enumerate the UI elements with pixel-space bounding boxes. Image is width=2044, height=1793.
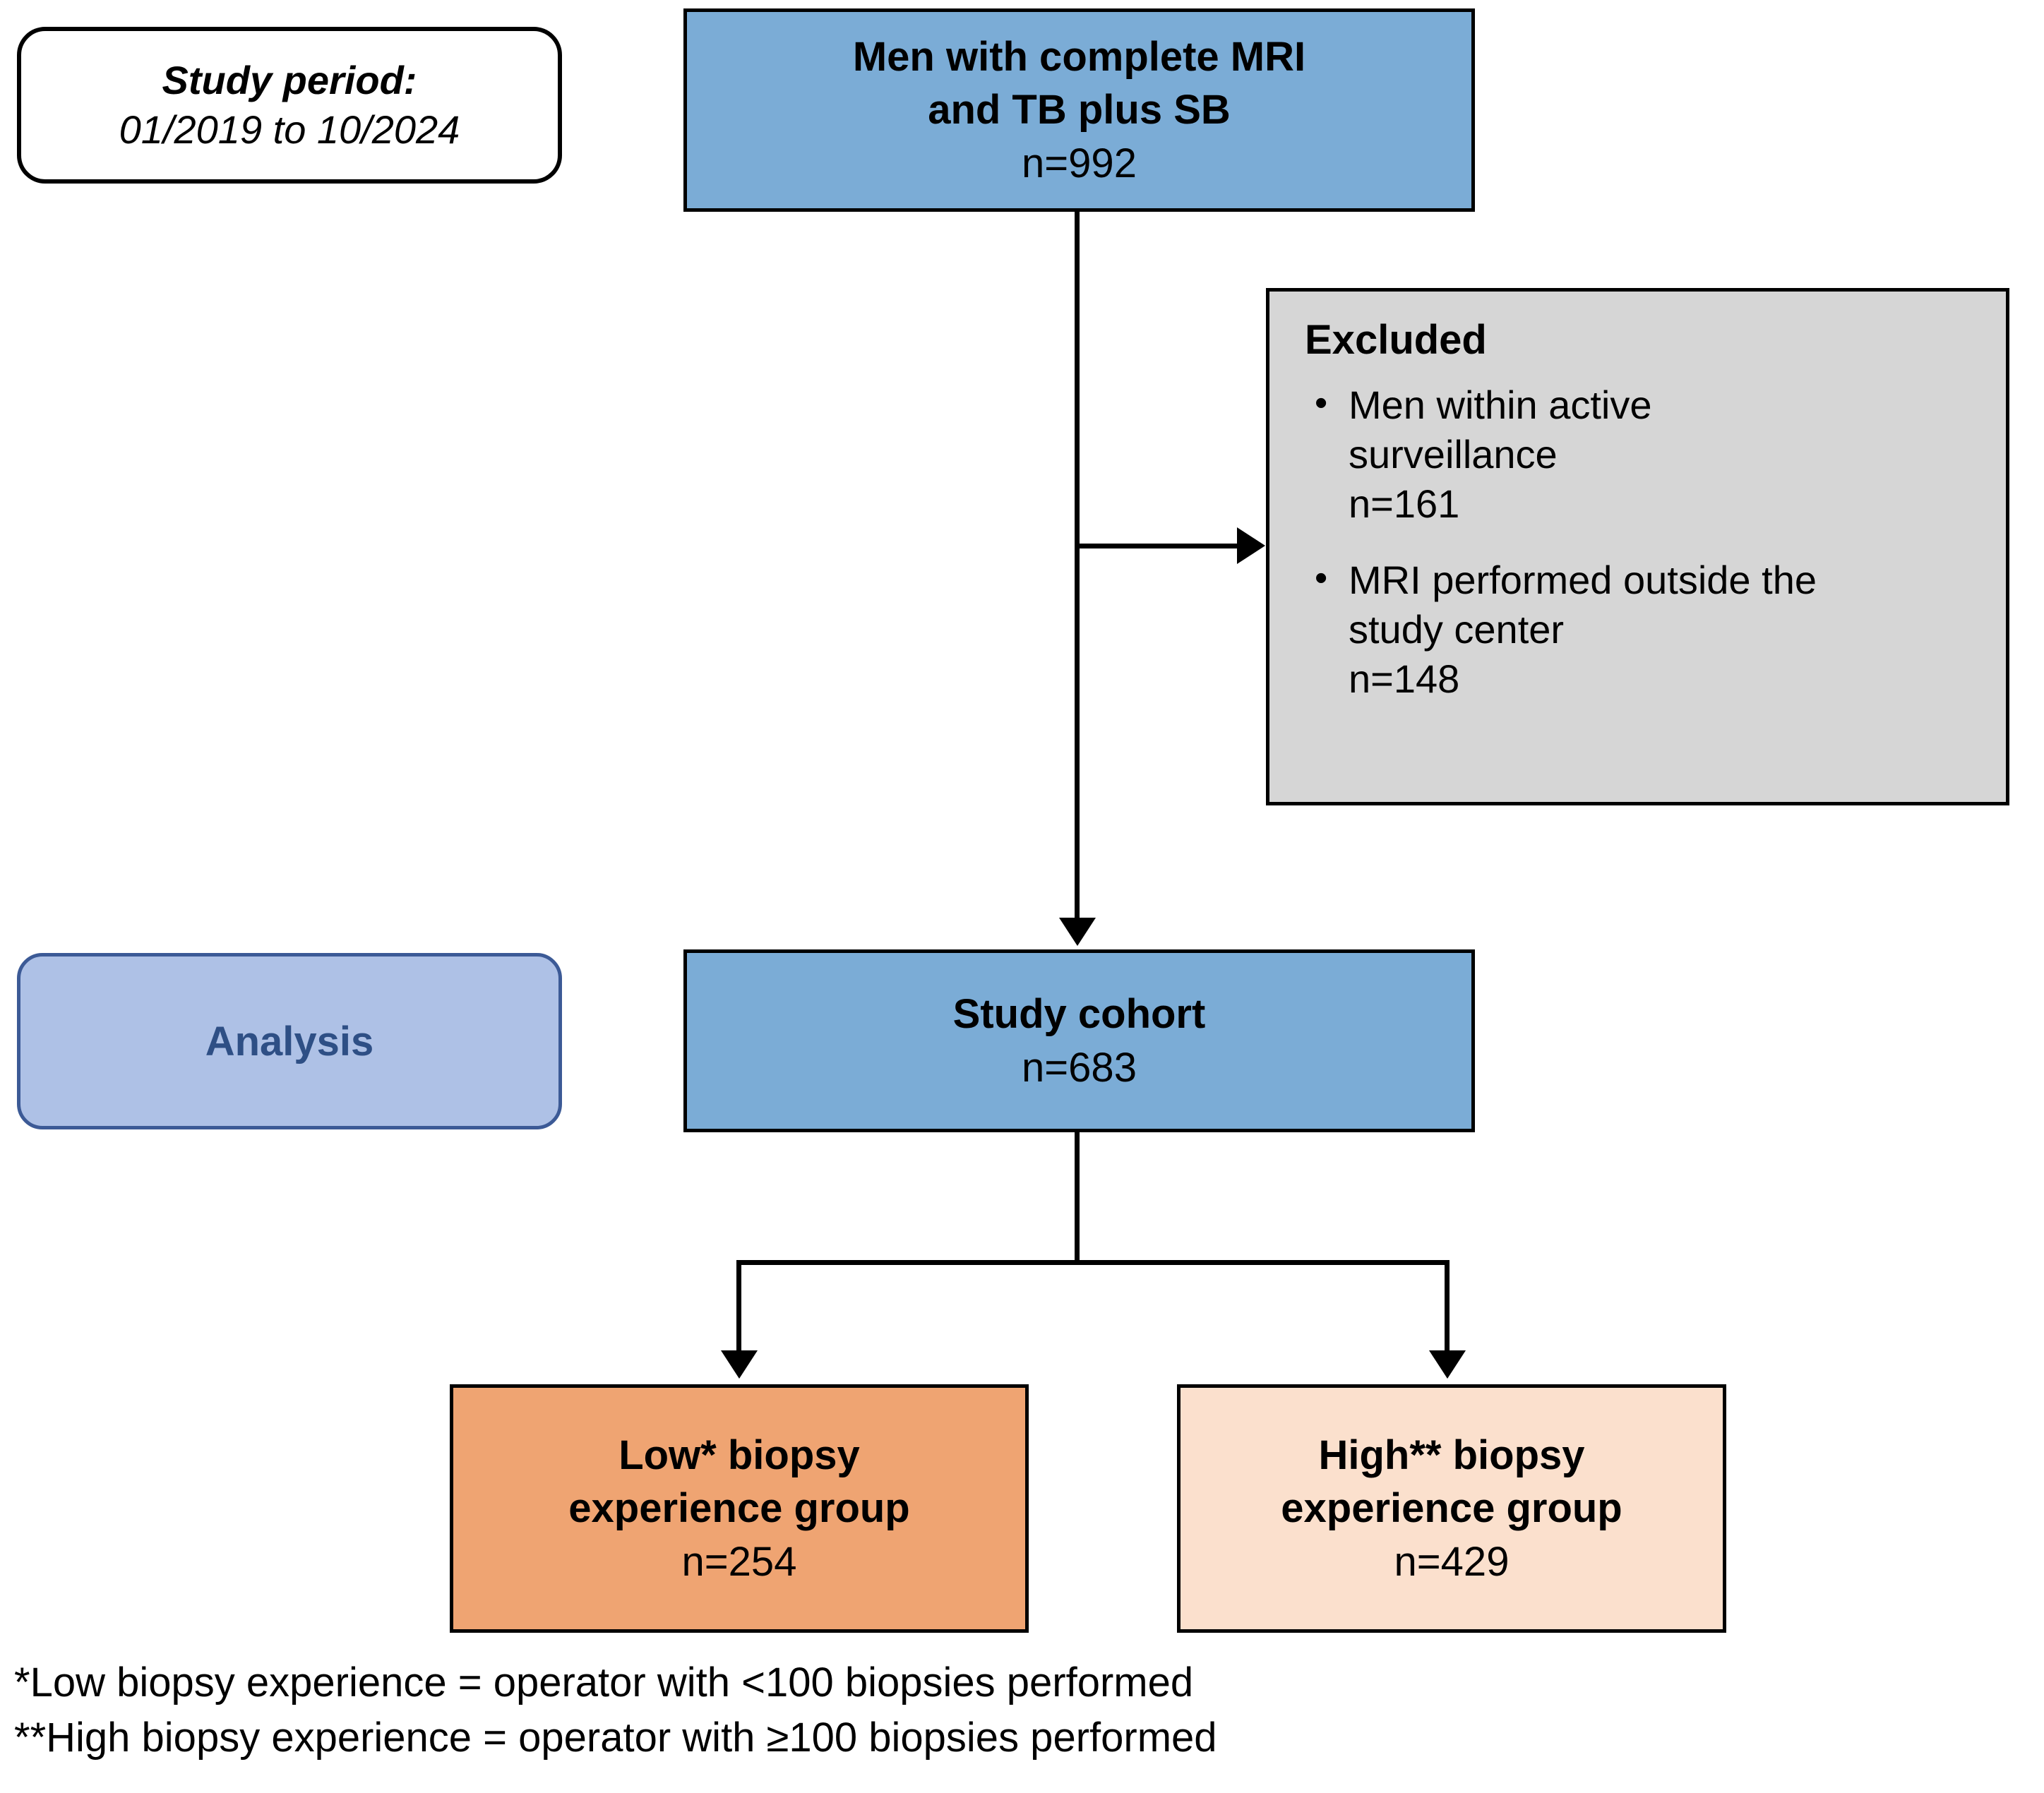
excluded-item-1 [1305, 380, 1652, 529]
high-group-count: n=429 [1394, 1538, 1510, 1585]
study-period-title: Study period: [162, 58, 417, 102]
footnotes [14, 1655, 1850, 1766]
excluded-item-2-line-1: MRI performed outside the [1349, 557, 1817, 602]
connector-split-horizontal [736, 1260, 1450, 1265]
excluded-item-1-line-2: surveillance [1349, 431, 1558, 476]
high-experience-group-box [1177, 1384, 1726, 1633]
arrowhead-to-high-group [1429, 1350, 1466, 1379]
excluded-item-1-line-1: Men within active [1349, 382, 1652, 427]
footnote-high: **High biopsy experience = operator with ≥100 biopsies performed [14, 1715, 1217, 1761]
connector-to-high-group [1445, 1260, 1450, 1354]
low-group-line-1: Low* biopsy [618, 1432, 860, 1478]
arrowhead-to-low-group [721, 1350, 758, 1379]
cohort-count: n=683 [1022, 1044, 1137, 1091]
connector-cohort-down [1075, 1132, 1080, 1260]
analysis-label: Analysis [205, 1018, 374, 1065]
source-line-1: Men with complete MRI [852, 33, 1306, 80]
footnote-low: *Low biopsy experience = operator with <100 biopsies performed [14, 1660, 1194, 1705]
arrowhead-to-cohort [1059, 918, 1096, 946]
source-line-2: and TB plus SB [928, 87, 1231, 133]
high-group-line-1: High** biopsy [1318, 1432, 1585, 1478]
analysis-box [17, 953, 562, 1129]
study-period-box [17, 27, 562, 184]
low-group-count: n=254 [681, 1538, 797, 1585]
arrowhead-to-excluded [1237, 527, 1265, 564]
low-group-line-2: experience group [568, 1485, 910, 1532]
bullet-icon: • [1315, 382, 1328, 424]
excluded-title: Excluded [1305, 317, 1487, 363]
excluded-item-2-line-2: study center [1349, 606, 1565, 652]
connector-source-to-cohort [1075, 212, 1080, 921]
study-period-range: 01/2019 to 10/2024 [119, 107, 460, 152]
excluded-item-2 [1305, 556, 1817, 704]
source-cohort-box [683, 8, 1475, 212]
connector-to-low-group [736, 1260, 741, 1354]
excluded-item-2-count: n=148 [1349, 656, 1460, 701]
low-experience-group-box [450, 1384, 1029, 1633]
excluded-item-1-text [1349, 380, 1652, 529]
high-group-line-2: experience group [1281, 1485, 1622, 1532]
excluded-box [1266, 288, 2009, 805]
excluded-item-1-count: n=161 [1349, 481, 1460, 526]
source-count: n=992 [1022, 140, 1137, 186]
excluded-item-2-text [1349, 556, 1817, 704]
cohort-line-1: Study cohort [952, 991, 1206, 1038]
study-cohort-box [683, 949, 1475, 1132]
connector-trunk-to-excluded [1075, 544, 1238, 548]
bullet-icon: • [1315, 557, 1328, 599]
